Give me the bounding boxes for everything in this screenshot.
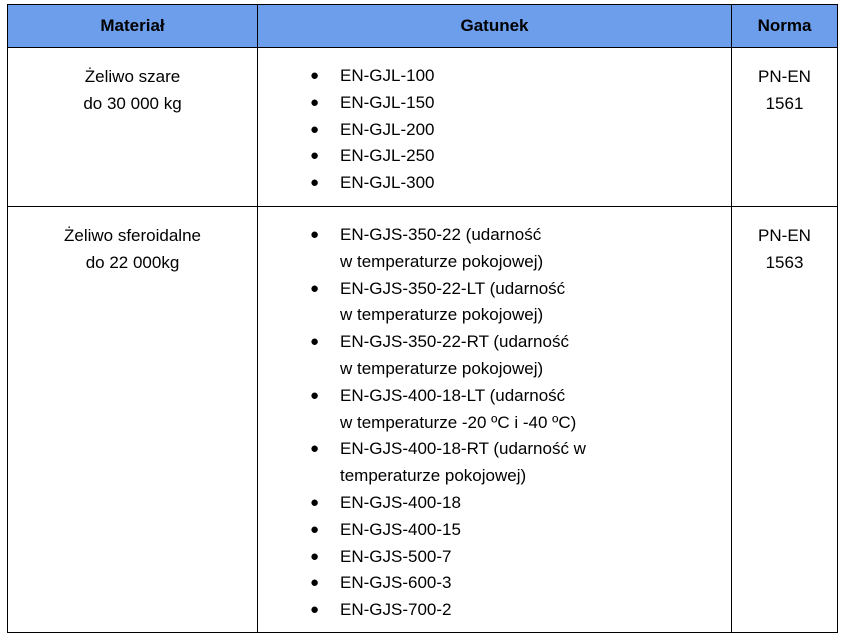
grade-text: EN-GJL-100 [340,66,435,85]
norm-prefix: PN-EN [758,226,811,245]
grade-note: w temperaturze pokojowej) [340,251,544,271]
list-item [310,63,731,90]
grade-list [258,63,731,197]
bullet-icon: ● [310,120,320,138]
bullet-icon: ● [310,601,320,619]
list-item [310,170,731,197]
bullet-icon: ● [310,174,320,192]
list-item [310,517,731,544]
list-item [310,117,731,144]
grade-text: EN-GJS-400-18 [340,492,461,512]
material-capacity: do 22 000kg [85,253,180,272]
norm-cell [732,207,838,633]
grade-text: EN-GJS-400-18-RT (udarność w [340,439,586,459]
bullet-icon: ● [310,574,320,592]
list-item [310,383,731,437]
grade-note: w temperaturze -20 ºC i -40 ºC) [340,412,577,432]
grade-text: EN-GJL-300 [340,173,435,193]
list-item [310,276,731,330]
list-item [310,436,731,490]
list-item [310,490,731,517]
bullet-icon: ● [310,547,320,565]
grade-cell [258,207,732,633]
materials-table [7,4,838,633]
header-material: Materiał [8,5,258,48]
grade-text: EN-GJL-250 [340,146,435,166]
material-name: Żeliwo szare [84,67,181,86]
list-item [310,570,731,597]
grade-text: EN-GJS-350-22 (udarność [340,225,542,244]
bullet-icon: ● [310,386,320,404]
header-grade: Gatunek [258,5,732,48]
bullet-icon: ● [310,93,320,111]
grade-cell [258,48,732,207]
grade-text: EN-GJL-200 [340,119,435,139]
list-item [310,329,731,383]
bullet-icon: ● [310,67,320,84]
table-row [8,207,838,633]
header-norm: Norma [732,5,838,48]
material-name: Żeliwo sferoidalne [63,226,201,245]
grade-note: w temperaturze pokojowej) [340,358,544,378]
bullet-icon: ● [310,279,320,297]
grade-text: EN-GJL-150 [340,92,435,112]
grade-list [258,222,731,624]
grade-text: EN-GJS-350-22-RT (udarność [340,332,569,352]
bullet-icon: ● [310,147,320,165]
norm-cell [732,48,838,207]
bullet-icon: ● [310,520,320,538]
grade-text: EN-GJS-350-22-LT (udarność [340,278,566,298]
norm-number: 1561 [765,94,804,113]
grade-text: EN-GJS-400-18-LT (udarność [340,385,566,405]
list-item [310,544,731,571]
grade-text: EN-GJS-400-15 [340,519,461,539]
bullet-icon: ● [310,440,320,458]
grade-text: EN-GJS-600-3 [340,573,452,593]
norm-prefix: PN-EN [758,67,811,86]
material-cell [8,48,258,207]
bullet-icon: ● [310,333,320,351]
list-item [310,90,731,117]
list-item [310,143,731,170]
material-capacity: do 30 000 kg [83,94,182,113]
material-cell [8,207,258,633]
list-item [310,222,731,276]
table-row [8,48,838,207]
grade-note: w temperaturze pokojowej) [340,305,544,325]
grade-text: EN-GJS-700-2 [340,600,452,620]
grade-text: EN-GJS-500-7 [340,546,452,566]
header-row [8,5,838,48]
norm-number: 1563 [765,253,804,272]
grade-note: temperaturze pokojowej) [340,466,527,486]
list-item [310,597,731,624]
bullet-icon: ● [310,493,320,511]
bullet-icon: ● [310,226,320,243]
